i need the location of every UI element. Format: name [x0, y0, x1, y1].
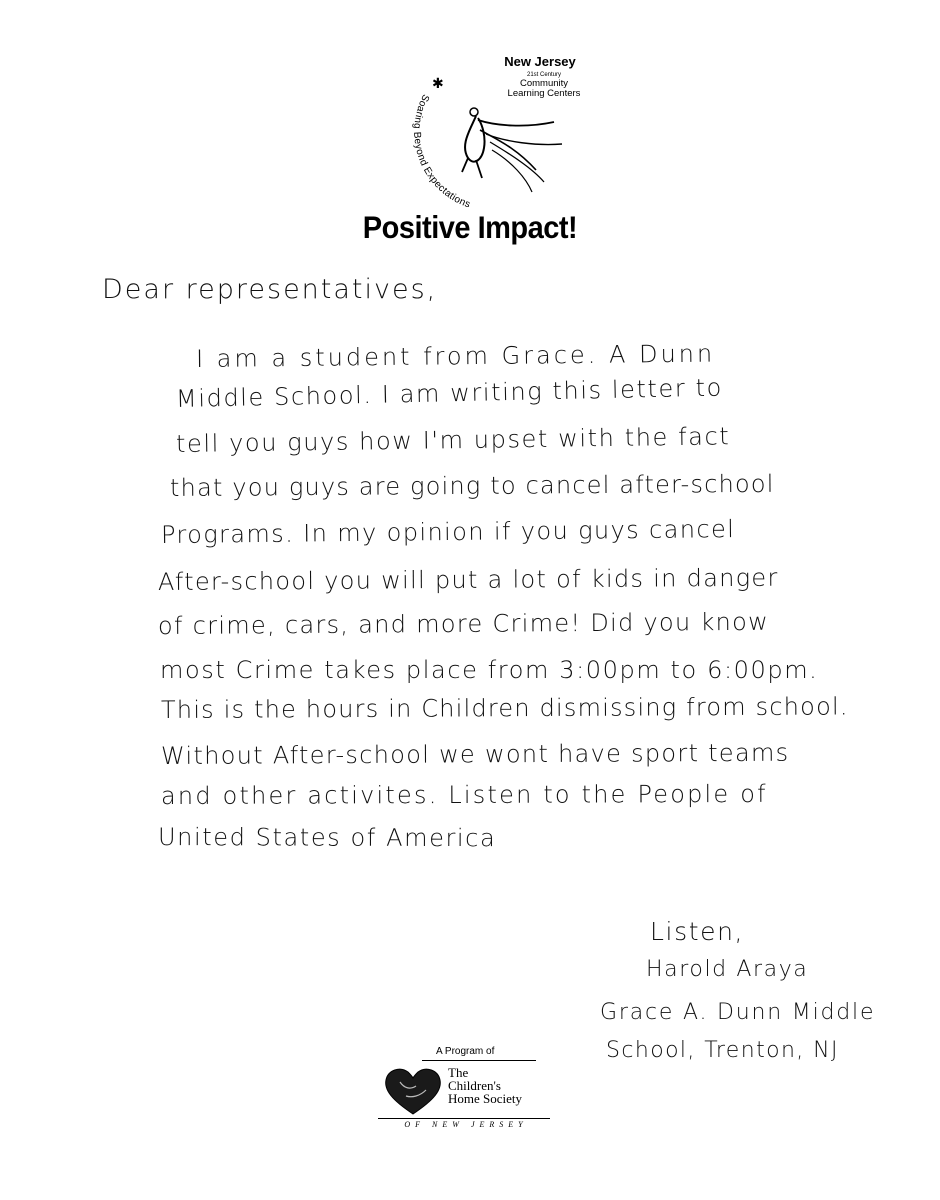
letter-line: tell you guys how I'm upset with the fact	[175, 422, 731, 458]
letter-line: After-school you will put a lot of kids in danger	[157, 563, 779, 596]
society-line: The	[448, 1065, 469, 1080]
letter-line: This is the hours in Children dismissing from school.	[160, 692, 849, 724]
society-line: Children's	[448, 1078, 501, 1093]
letter-greeting: Dear representatives,	[102, 274, 438, 305]
svg-text:✱: ✱	[432, 76, 444, 92]
letter-line: United States of America	[157, 823, 497, 853]
society-state-line: OF NEW JERSEY	[404, 1120, 528, 1129]
footer-divider	[378, 1118, 550, 1119]
program-label: A Program of	[436, 1046, 495, 1057]
arc-tagline: Soaring Beyond Expectations	[411, 92, 472, 210]
logo-line-community: Community	[519, 78, 569, 89]
letter-line: most Crime takes place from 3:00pm to 6:00pm.	[160, 656, 819, 684]
letter-line: Programs. In my opinion if you guys cancel	[160, 514, 736, 549]
letter-school-line: School, Trenton, NJ	[606, 1038, 839, 1063]
society-name	[448, 1066, 558, 1105]
childrens-home-society-logo	[378, 1040, 558, 1140]
letter-line: Without After-school we wont have sport teams	[160, 738, 790, 770]
society-line: Home Society	[448, 1091, 523, 1106]
nj-21st-century-logo	[386, 50, 626, 210]
letter-line: that you guys are going to cancel after-school	[169, 469, 775, 502]
letter-closing: Listen,	[650, 917, 745, 946]
letter-line: and other activites. Listen to the People of	[160, 779, 768, 810]
letter-line: of crime, cars, and more Crime! Did you know	[157, 607, 770, 640]
logo-title: New Jersey	[504, 54, 576, 69]
logo-subtitle	[478, 72, 610, 99]
page-title: Positive Impact!	[362, 210, 578, 246]
heart-icon	[382, 1064, 444, 1118]
footer-divider	[422, 1060, 536, 1061]
letter-line: I am a student from Grace. A Dunn	[195, 339, 716, 373]
letter-school-line: Grace A. Dunn Middle	[600, 1000, 876, 1025]
letter-line: Middle School. I am writing this letter to	[175, 373, 724, 413]
letter-signature: Harold Araya	[646, 957, 809, 982]
logo-line-centers: Learning Centers	[507, 88, 581, 99]
logo-tagline-small: 21st Century	[526, 72, 562, 78]
